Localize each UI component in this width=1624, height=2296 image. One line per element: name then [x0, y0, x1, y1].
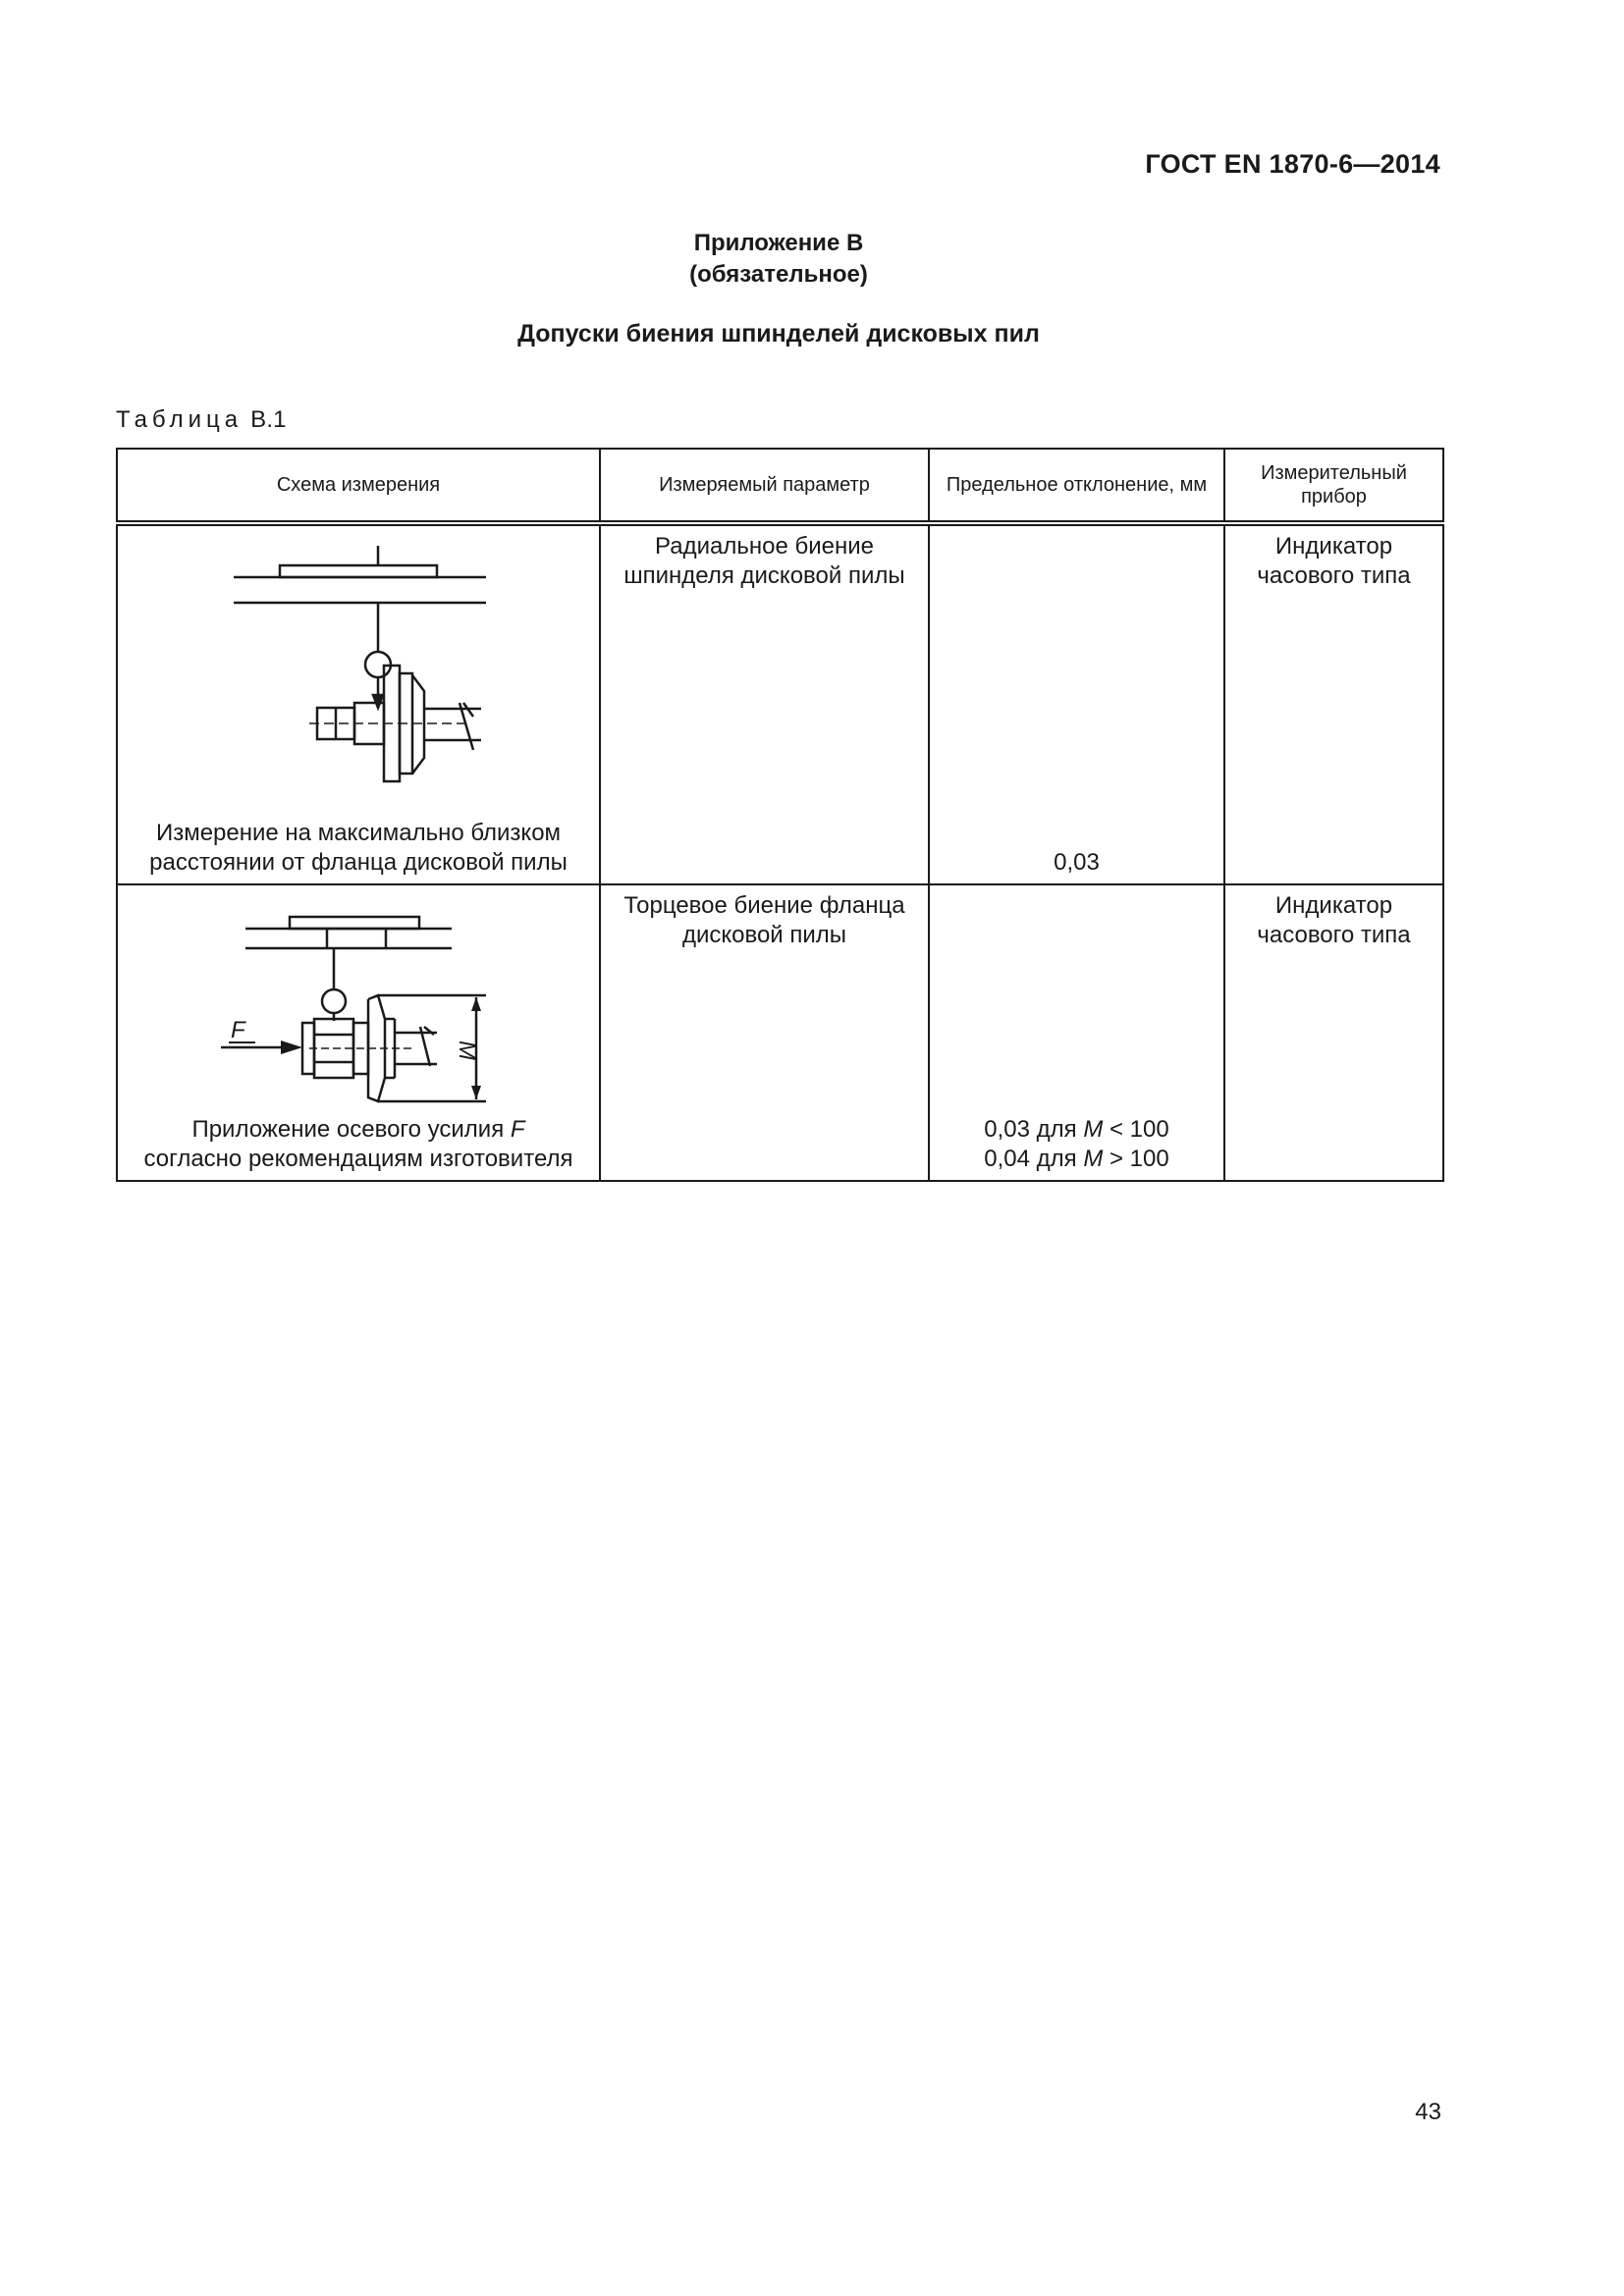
scheme-caption — [118, 1115, 599, 1174]
document-id: ГОСТ EN 1870-6—2014 — [1145, 149, 1440, 179]
scheme-caption: Измерение на максимально близком расстоянии от фланца дисковой пилы — [149, 820, 568, 876]
instrument-cell — [1224, 884, 1443, 1181]
tolerance-line1-prefix: 0,03 для — [984, 1116, 1077, 1143]
instrument-text: Индикатор часового типа — [1257, 533, 1411, 589]
parameter-text: Торцевое биение фланца дисковой пилы — [623, 892, 905, 948]
column-header-parameter: Измеряемый параметр — [600, 449, 929, 523]
table-caption-word: Таблица — [116, 406, 244, 433]
dimension-label: M — [454, 1041, 480, 1060]
parameter-cell — [600, 523, 929, 884]
tolerance-line2-variable: M — [1083, 1146, 1104, 1172]
scheme-cell — [117, 884, 600, 1181]
scheme-caption-line2: согласно рекомендациям изготовителя — [143, 1146, 573, 1172]
scheme-caption-line1: Приложение осевого усилия — [191, 1116, 505, 1143]
tolerance-cell — [929, 523, 1224, 884]
column-header-scheme: Схема измерения — [117, 449, 600, 523]
section-title: Допуски биения шпинделей дисковых пил — [517, 320, 1040, 347]
instrument-text: Индикатор часового типа — [1257, 892, 1411, 948]
tolerance-line1-suffix: < 100 — [1110, 1116, 1169, 1143]
page-number: 43 — [1415, 2099, 1441, 2125]
parameter-cell — [600, 884, 929, 1181]
instrument-cell — [1224, 523, 1443, 884]
appendix-title: Приложение В — [693, 230, 864, 256]
force-label: F — [231, 1017, 245, 1043]
tolerance-line2-suffix: > 100 — [1110, 1146, 1169, 1172]
tolerance-value: 0,03 — [1054, 849, 1100, 876]
table-row — [117, 523, 1443, 884]
appendix-status: (обязательное) — [689, 261, 868, 288]
tolerance-cell — [929, 884, 1224, 1181]
appendix-heading — [0, 228, 1557, 291]
table-caption-number: В.1 — [250, 406, 287, 433]
column-header-tolerance: Предельное отклонение, мм — [929, 449, 1224, 523]
scheme-cell — [117, 523, 600, 884]
scheme-caption-variable: F — [510, 1116, 525, 1143]
tolerance-value — [930, 1115, 1223, 1174]
table-row — [117, 884, 1443, 1181]
tolerance-line2-prefix: 0,04 для — [984, 1146, 1077, 1172]
parameter-text: Радиальное биение шпинделя дисковой пилы — [623, 533, 905, 589]
tolerance-line1-variable: M — [1083, 1116, 1104, 1143]
column-header-instrument: Измерительный прибор — [1224, 449, 1443, 523]
tolerance-table — [116, 448, 1444, 1182]
table-caption — [116, 406, 287, 434]
table-header-row — [117, 449, 1443, 523]
